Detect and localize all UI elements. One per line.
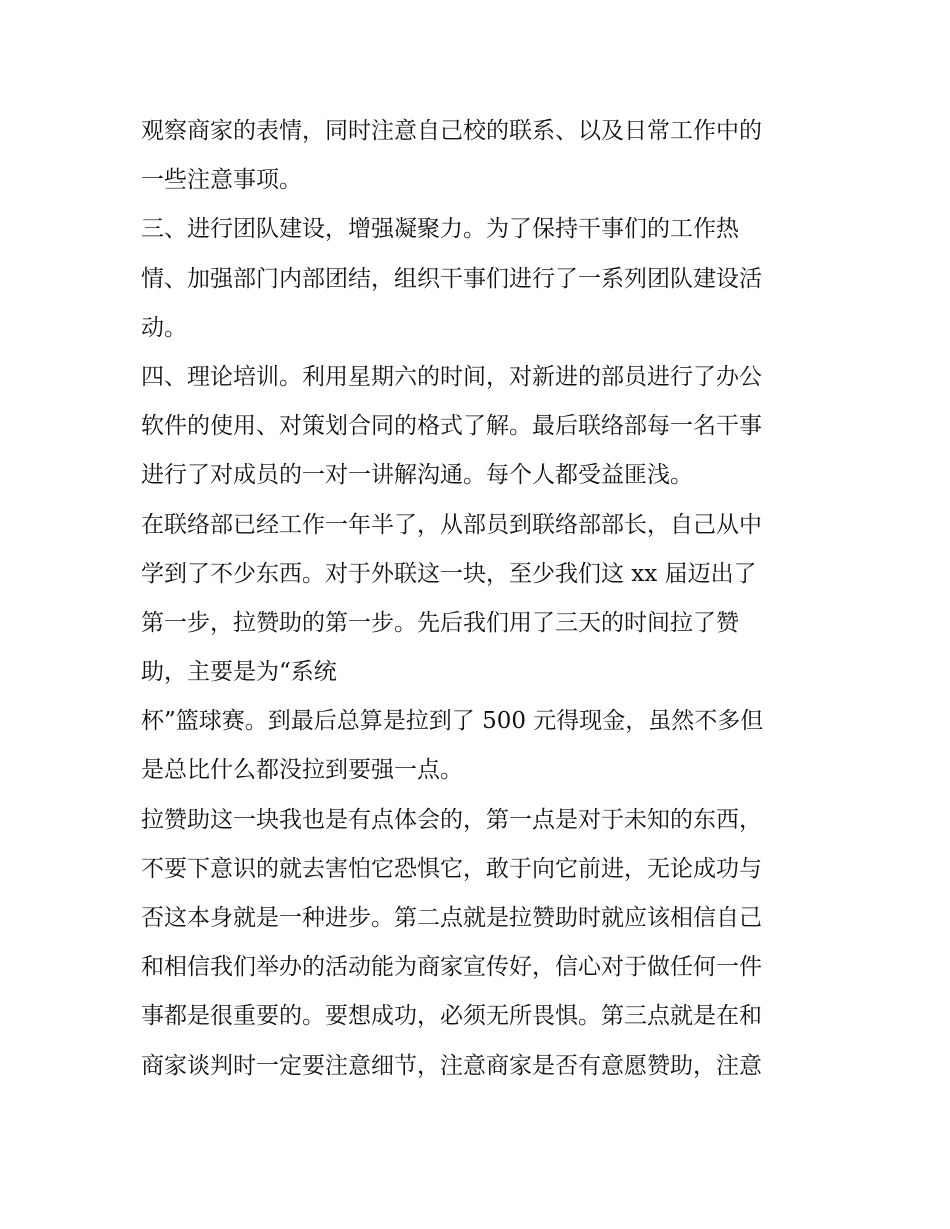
text-line: 观察商家的表情，同时注意自己校的联系、以及日常工作中的: [141, 118, 762, 144]
text-line: 第一步，拉赞助的第一步。先后我们用了三天的时间拉了赞: [141, 609, 739, 636]
document-body: [141, 107, 821, 1091]
text-line: 三、进行团队建设，增强凝聚力。为了保持干事们的工作热: [141, 216, 739, 243]
text-line: 助，主要是为“系统: [141, 659, 337, 686]
text-line: 软件的使用、对策划合同的格式了解。最后联络部每一名干事: [141, 413, 762, 440]
text-line: 动。: [141, 314, 187, 341]
text-line: 在联络部已经工作一年半了，从部员到联络部部长，自己从中: [141, 511, 762, 538]
text-line: 杯”篮球赛。到最后总算是拉到了 500 元得现金，虽然不多但: [141, 708, 764, 735]
text-line: 不要下意识的就去害怕它恐惧它，敢于向它前进，无论成功与: [141, 855, 762, 882]
text-line: 否这本身就是一种进步。第二点就是拉赞助时就应该相信自己: [141, 905, 762, 931]
text-line: 是总比什么都没拉到要强一点。: [141, 757, 463, 784]
text-line: 一些注意事项。: [141, 167, 302, 194]
text-line: 情、加强部门内部团结，组织干事们进行了一系列团队建设活: [141, 265, 762, 292]
text-line: 商家谈判时一定要注意细节，注意商家是否有意愿赞助，注意: [141, 1052, 762, 1079]
text-line: 和相信我们举办的活动能为商家宣传好，信心对于做任何一件: [141, 954, 762, 981]
text-line: 学到了不少东西。对于外联这一块，至少我们这 xx 届迈出了: [141, 560, 757, 587]
text-line: 进行了对成员的一对一讲解沟通。每个人都受益匪浅。: [141, 462, 693, 489]
text-line: 四、理论培训。利用星期六的时间，对新进的部员进行了办公: [141, 363, 762, 390]
text-line: 事都是很重要的。要想成功，必须无所畏惧。第三点就是在和: [141, 1003, 762, 1030]
text-line: 拉赞助这一块我也是有点体会的，第一点是对于未知的东西，: [141, 806, 762, 833]
